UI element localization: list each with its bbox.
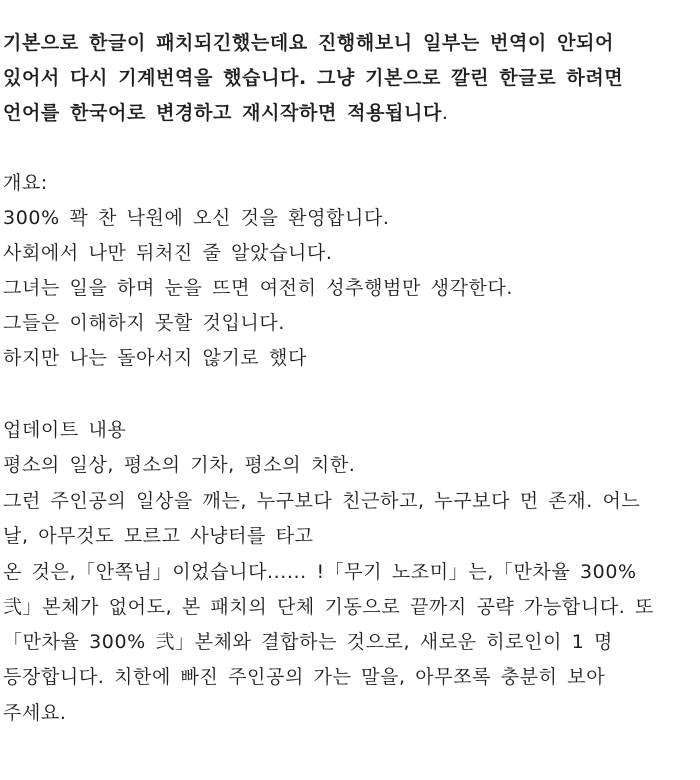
intro-line-3	[3, 96, 449, 130]
update-line-5: 弐」본체가 없어도, 본 패치의 단체 기동으로 끝까지 공략 가능합니다. 또	[3, 596, 654, 618]
intro-line-3-text: 언어를 한국어로 변경하고 재시작하면 적용됩니다	[3, 102, 442, 124]
overview-line-3: 그녀는 일을 하며 눈을 뜨면 여전히 성추행범만 생각한다.	[3, 277, 514, 299]
intro-line-1: 기본으로 한글이 패치되긴했는데요 진행해보니 일부는 번역이 안되어	[3, 32, 614, 54]
overview-line-1: 300% 꽉 찬 낙원에 오신 것을 환영합니다.	[3, 207, 390, 229]
update-heading: 업데이트 내용	[3, 419, 127, 441]
update-line-7: 등장합니다. 치한에 빠진 주인공의 가는 말을, 아무쪼록 충분히 보아	[3, 666, 606, 688]
update-line-2: 그런 주인공의 일상을 깨는, 누구보다 친근하고, 누구보다 먼 존재. 어느	[3, 490, 641, 512]
update-line-4: 온 것은,「안쪽님」이었습니다...... !「무기 노조미」는,「만차율 300%	[3, 561, 637, 583]
update-line-3: 날, 아무것도 모르고 사냥터를 타고	[3, 525, 314, 547]
update-line-6: 「만차율 300% 弐」본체와 결합하는 것으로, 새로운 히로인이 1 명	[3, 631, 613, 653]
overview-line-4: 그들은 이해하지 못할 것입니다.	[3, 312, 285, 334]
overview-line-2: 사회에서 나만 뒤처진 줄 알았습니다.	[3, 242, 333, 264]
overview-line-5: 하지만 나는 돌아서지 않기로 했다	[3, 347, 307, 369]
intro-line-2: 있어서 다시 기계번역을 했습니다. 그냥 기본으로 깔린 한글로 하려면	[3, 67, 624, 89]
overview-heading: 개요:	[3, 172, 48, 194]
update-line-1: 평소의 일상, 평소의 기차, 평소의 치한.	[3, 454, 356, 476]
update-line-8: 주세요.	[3, 702, 67, 724]
intro-line-3-period: .	[441, 102, 449, 124]
